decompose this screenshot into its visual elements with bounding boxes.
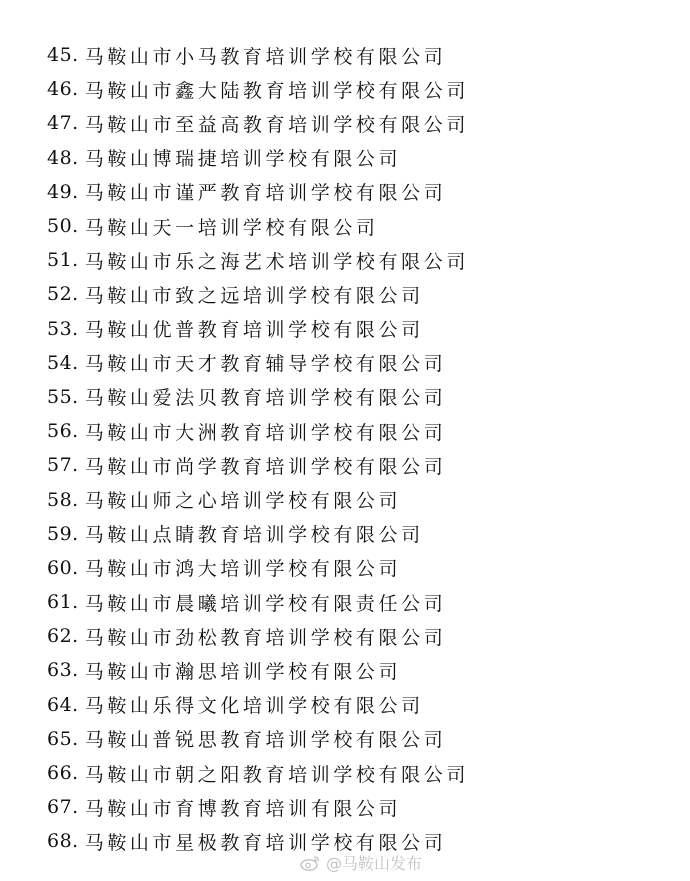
item-number: 68. [47,830,79,853]
company-name: 马鞍山市星极教育培训学校有限公司 [84,831,447,854]
list-item [47,38,469,72]
company-name: 马鞍山优普教育培训学校有限公司 [84,319,424,342]
item-number: 67. [47,796,79,819]
list-item [47,209,469,243]
list-item [47,653,469,687]
list-item [47,380,469,414]
list-item [47,756,469,790]
item-number: 49. [47,180,79,203]
item-number: 58. [47,488,79,511]
item-number: 60. [47,556,79,579]
item-number: 63. [47,659,79,682]
item-number: 50. [47,215,79,238]
list-item [47,243,469,277]
company-name: 马鞍山市劲松教育培训学校有限公司 [84,626,447,649]
company-name: 马鞍山市致之远培训学校有限公司 [84,284,424,307]
company-name: 马鞍山市鸿大培训学校有限公司 [84,558,402,581]
list-item [47,448,469,482]
company-name: 马鞍山天一培训学校有限公司 [84,216,379,239]
list-item [47,585,469,619]
list-item [47,619,469,653]
company-name: 马鞍山市小马教育培训学校有限公司 [84,45,447,68]
item-number: 53. [47,317,79,340]
list-item [47,414,469,448]
list-item [47,277,469,311]
company-name: 马鞍山博瑞捷培训学校有限公司 [84,148,402,171]
company-name: 马鞍山市朝之阳教育培训学校有限公司 [84,763,469,786]
watermark-text: @马鞍山发布 [326,854,423,873]
item-number: 65. [47,727,79,750]
item-number: 57. [47,454,79,477]
item-number: 45. [47,44,79,67]
company-name: 马鞍山市大洲教育培训学校有限公司 [84,421,447,444]
item-number: 62. [47,625,79,648]
item-number: 64. [47,693,79,716]
company-name: 马鞍山市鑫大陆教育培训学校有限公司 [84,79,469,102]
company-name: 马鞍山市至益高教育培训学校有限公司 [84,113,469,136]
item-number: 52. [47,283,79,306]
item-number: 55. [47,385,79,408]
list-item [47,141,469,175]
company-name: 马鞍山市谨严教育培训学校有限公司 [84,182,447,205]
company-name: 马鞍山市尚学教育培训学校有限公司 [84,455,447,478]
list-item [47,517,469,551]
item-number: 66. [47,762,79,785]
company-name: 马鞍山市乐之海艺术培训学校有限公司 [84,250,469,273]
company-list [47,38,469,859]
item-number: 54. [47,351,79,374]
item-number: 48. [47,146,79,169]
company-name: 马鞍山乐得文化培训学校有限公司 [84,695,424,718]
list-item [47,106,469,140]
item-number: 61. [47,591,79,614]
list-item [47,790,469,824]
company-name: 马鞍山市天才教育辅导学校有限公司 [84,353,447,376]
item-number: 46. [47,78,79,101]
item-number: 47. [47,112,79,135]
watermark [300,851,422,874]
list-item [47,72,469,106]
item-number: 59. [47,522,79,545]
company-name: 马鞍山师之心培训学校有限公司 [84,490,402,513]
list-item [47,346,469,380]
list-item [47,722,469,756]
company-name: 马鞍山普锐思教育培训学校有限公司 [84,729,447,752]
list-item [47,482,469,516]
company-name: 马鞍山点睛教育培训学校有限公司 [84,524,424,547]
company-name: 马鞍山爱法贝教育培训学校有限公司 [84,387,447,410]
item-number: 56. [47,420,79,443]
company-name: 马鞍山市育博教育培训有限公司 [84,797,402,820]
weibo-icon [300,855,320,871]
list-item [47,175,469,209]
list-item [47,551,469,585]
company-name: 马鞍山市晨曦培训学校有限责任公司 [84,592,447,615]
item-number: 51. [47,249,79,272]
company-name: 马鞍山市瀚思培训学校有限公司 [84,660,402,683]
list-item [47,688,469,722]
list-item [47,312,469,346]
